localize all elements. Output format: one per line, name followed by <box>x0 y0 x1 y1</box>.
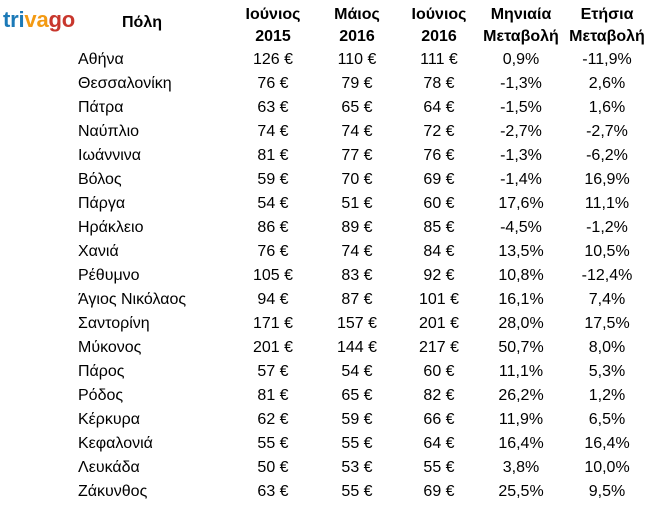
column-header-line: Μάιος <box>334 6 380 23</box>
monthly-change-cell: -4,5% <box>500 219 542 236</box>
june-2015-price-cell: 86 € <box>257 219 289 236</box>
yearly-change-cell: 16,4% <box>584 435 630 452</box>
city-cell: Πάργα <box>78 195 126 212</box>
yearly-change-cell: 17,5% <box>584 315 630 332</box>
monthly-change-cell: 11,1% <box>498 363 544 380</box>
column-header-line: Μηνιαία <box>490 6 552 23</box>
june-2015-price-cell: 54 € <box>257 195 289 212</box>
table-row <box>0 48 655 72</box>
june-2015-price-cell: 81 € <box>257 387 289 404</box>
yearly-change-cell: 1,2% <box>588 387 626 404</box>
june-2016-price-cell: 92 € <box>423 267 455 284</box>
table-row <box>0 72 655 96</box>
city-cell: Πάρος <box>78 363 125 380</box>
yearly-change-cell: 11,1% <box>584 195 630 212</box>
yearly-change-cell: 2,6% <box>588 75 626 92</box>
may-2016-price-cell: 79 € <box>341 75 373 92</box>
yearly-change-cell: 10,0% <box>584 459 630 476</box>
table-row <box>0 456 655 480</box>
june-2016-price-cell: 101 € <box>418 291 460 308</box>
monthly-change-cell: 50,7% <box>498 339 544 356</box>
monthly-change-cell: -1,4% <box>500 171 542 188</box>
june-2016-price-cell: 76 € <box>423 147 455 164</box>
city-cell: Πάτρα <box>78 99 124 116</box>
june-2015-price-cell: 57 € <box>257 363 289 380</box>
may-2016-price-cell: 89 € <box>341 219 373 236</box>
column-header-may-2016 <box>322 4 392 48</box>
monthly-change-cell: -1,3% <box>500 147 542 164</box>
city-cell: Ρέθυμνο <box>78 267 140 284</box>
may-2016-price-cell: 144 € <box>336 339 378 356</box>
city-cell: Βόλος <box>78 171 122 188</box>
june-2015-price-cell: 105 € <box>252 267 294 284</box>
may-2016-price-cell: 65 € <box>341 99 373 116</box>
yearly-change-cell: 10,5% <box>584 243 630 260</box>
monthly-change-cell: 16,1% <box>498 291 544 308</box>
city-cell: Ιωάννινα <box>78 147 141 164</box>
june-2016-price-cell: 64 € <box>423 435 455 452</box>
may-2016-price-cell: 55 € <box>341 483 373 500</box>
may-2016-price-cell: 65 € <box>341 387 373 404</box>
city-cell: Θεσσαλονίκη <box>78 75 172 92</box>
monthly-change-cell: 13,5% <box>498 243 544 260</box>
may-2016-price-cell: 59 € <box>341 411 373 428</box>
trivago-logo <box>3 6 75 34</box>
column-header-line: Ιούνιος <box>245 6 301 23</box>
yearly-change-cell: -1,2% <box>586 219 628 236</box>
monthly-change-cell: 10,8% <box>498 267 544 284</box>
column-header-line: Μεταβολή <box>569 28 645 45</box>
june-2016-price-cell: 69 € <box>423 483 455 500</box>
june-2016-price-cell: 66 € <box>423 411 455 428</box>
june-2016-price-cell: 55 € <box>423 459 455 476</box>
may-2016-price-cell: 53 € <box>341 459 373 476</box>
yearly-change-cell: -6,2% <box>586 147 628 164</box>
column-header-june-2015 <box>238 4 308 48</box>
june-2016-price-cell: 60 € <box>423 363 455 380</box>
june-2016-price-cell: 69 € <box>423 171 455 188</box>
june-2016-price-cell: 111 € <box>420 51 458 68</box>
june-2016-price-cell: 64 € <box>423 99 455 116</box>
june-2015-price-cell: 62 € <box>257 411 289 428</box>
table-row <box>0 288 655 312</box>
june-2015-price-cell: 94 € <box>257 291 289 308</box>
table-row <box>0 432 655 456</box>
june-2015-price-cell: 63 € <box>257 483 289 500</box>
monthly-change-cell: -1,5% <box>500 99 542 116</box>
table-row <box>0 192 655 216</box>
june-2015-price-cell: 74 € <box>257 123 289 140</box>
city-cell: Κέρκυρα <box>78 411 141 428</box>
may-2016-price-cell: 51 € <box>341 195 373 212</box>
june-2015-price-cell: 201 € <box>252 339 294 356</box>
city-cell: Χανιά <box>78 243 119 260</box>
yearly-change-cell: 16,9% <box>584 171 630 188</box>
logo-text-tri: tri <box>3 7 25 32</box>
yearly-change-cell: 6,5% <box>588 411 626 428</box>
may-2016-price-cell: 74 € <box>341 123 373 140</box>
yearly-change-cell: -11,9% <box>582 51 632 68</box>
column-header-line: 2016 <box>421 28 457 45</box>
monthly-change-cell: 26,2% <box>498 387 544 404</box>
june-2016-price-cell: 82 € <box>423 387 455 404</box>
column-header-line: Μεταβολή <box>483 28 559 45</box>
may-2016-price-cell: 87 € <box>341 291 373 308</box>
june-2015-price-cell: 81 € <box>257 147 289 164</box>
june-2015-price-cell: 55 € <box>257 435 289 452</box>
table-row <box>0 168 655 192</box>
yearly-change-cell: 9,5% <box>588 483 626 500</box>
june-2015-price-cell: 76 € <box>257 243 289 260</box>
column-header-city <box>102 12 182 34</box>
column-header-line: Ιούνιος <box>411 6 467 23</box>
monthly-change-cell: 25,5% <box>498 483 544 500</box>
june-2016-price-cell: 72 € <box>423 123 455 140</box>
june-2015-price-cell: 171 € <box>252 315 294 332</box>
table-row <box>0 264 655 288</box>
logo-text-va: va <box>24 7 49 32</box>
monthly-change-cell: 0,9% <box>502 51 540 68</box>
table-row <box>0 312 655 336</box>
monthly-change-cell: 17,6% <box>498 195 544 212</box>
yearly-change-cell: 8,0% <box>588 339 626 356</box>
june-2016-price-cell: 217 € <box>418 339 460 356</box>
city-cell: Κεφαλονιά <box>78 435 153 452</box>
table-row <box>0 480 655 504</box>
june-2015-price-cell: 76 € <box>257 75 289 92</box>
column-header-june-2016 <box>404 4 474 48</box>
june-2016-price-cell: 84 € <box>423 243 455 260</box>
june-2015-price-cell: 59 € <box>257 171 289 188</box>
may-2016-price-cell: 83 € <box>341 267 373 284</box>
yearly-change-cell: 5,3% <box>588 363 626 380</box>
table-row <box>0 96 655 120</box>
city-cell: Ηράκλειο <box>78 219 144 236</box>
table-row <box>0 120 655 144</box>
city-cell: Μύκονος <box>78 339 142 356</box>
column-header-city-label: Πόλη <box>122 14 162 31</box>
yearly-change-cell: -2,7% <box>586 123 628 140</box>
may-2016-price-cell: 70 € <box>341 171 373 188</box>
logo-text-go: go <box>48 7 75 32</box>
june-2016-price-cell: 85 € <box>423 219 455 236</box>
city-cell: Αθήνα <box>78 51 124 68</box>
monthly-change-cell: -2,7% <box>500 123 542 140</box>
column-header-line: 2016 <box>339 28 375 45</box>
monthly-change-cell: 16,4% <box>498 435 544 452</box>
column-header-monthly-change <box>476 4 566 48</box>
june-2016-price-cell: 60 € <box>423 195 455 212</box>
may-2016-price-cell: 74 € <box>341 243 373 260</box>
yearly-change-cell: -12,4% <box>581 267 633 284</box>
june-2015-price-cell: 50 € <box>257 459 289 476</box>
city-cell: Ναύπλιο <box>78 123 140 140</box>
monthly-change-cell: 11,9% <box>498 411 544 428</box>
table-row <box>0 336 655 360</box>
table-row <box>0 408 655 432</box>
monthly-change-cell: 28,0% <box>498 315 544 332</box>
may-2016-price-cell: 77 € <box>341 147 373 164</box>
city-cell: Λευκάδα <box>78 459 140 476</box>
table-row <box>0 144 655 168</box>
city-cell: Άγιος Νικόλαος <box>78 291 187 308</box>
may-2016-price-cell: 157 € <box>336 315 378 332</box>
city-cell: Ρόδος <box>78 387 124 404</box>
table-body <box>0 48 655 504</box>
may-2016-price-cell: 55 € <box>341 435 373 452</box>
city-cell: Σαντορίνη <box>78 315 150 332</box>
yearly-change-cell: 7,4% <box>588 291 626 308</box>
table-row <box>0 240 655 264</box>
table-row <box>0 360 655 384</box>
monthly-change-cell: -1,3% <box>500 75 542 92</box>
city-cell: Ζάκυνθος <box>78 483 148 500</box>
table-row <box>0 216 655 240</box>
june-2016-price-cell: 78 € <box>423 75 455 92</box>
column-header-line: 2015 <box>255 28 291 45</box>
column-header-line: Ετήσια <box>580 6 634 23</box>
june-2015-price-cell: 126 € <box>252 51 294 68</box>
table-row <box>0 384 655 408</box>
column-header-yearly-change <box>562 4 652 48</box>
june-2016-price-cell: 201 € <box>418 315 460 332</box>
may-2016-price-cell: 54 € <box>341 363 373 380</box>
may-2016-price-cell: 110 € <box>337 51 377 68</box>
june-2015-price-cell: 63 € <box>257 99 289 116</box>
yearly-change-cell: 1,6% <box>588 99 626 116</box>
monthly-change-cell: 3,8% <box>502 459 540 476</box>
